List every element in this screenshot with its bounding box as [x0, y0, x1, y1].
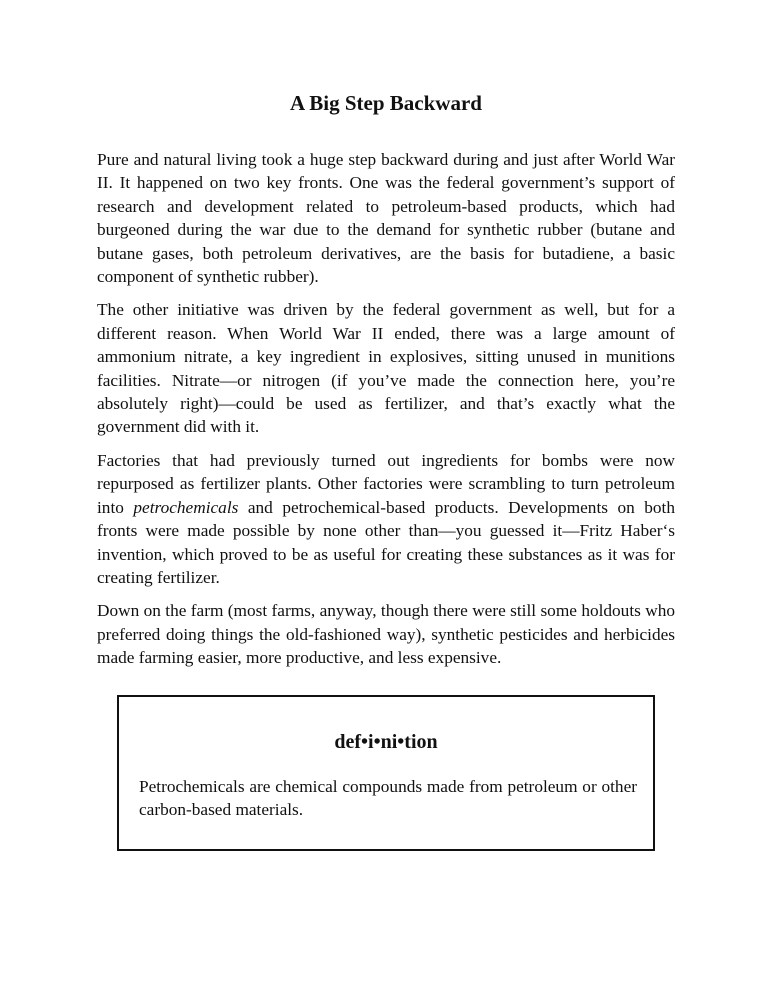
emphasized-term: petrochemicals — [133, 497, 239, 517]
paragraph-3-text-end: and petrochemical-based products. Developments on both fronts were made possible by none other than—you guessed it—Fritz Haber‘s invention, which proved to be as useful for creating these substances as it was for creating fertilizer. — [97, 497, 675, 587]
definition-text: Petrochemicals are chemical compounds made from petroleum or other carbon-based materials. — [139, 777, 637, 820]
body-text — [97, 148, 675, 680]
definition-heading: def•i•ni•tion — [334, 731, 438, 753]
paragraph-1: Pure and natural living took a huge step backward during and just after World War II. It happened on two key fronts. One was the federal government’s support of research and development related to petroleum-based products, which had burgeoned during the war due to the demand for synthetic rubber (butane and butane gases, both petroleum derivatives, are the basis for butadiene, a basic component of synthetic rubber). — [97, 150, 675, 287]
paragraph-3 — [97, 449, 675, 589]
paragraph-3-text-start: Factories that had previously turned out ingredients for bombs were now repurposed as fertilizer plants. Other factories were scrambling to turn petroleum into — [97, 450, 675, 517]
paragraph-2: The other initiative was driven by the federal government as well, but for a different reason. When World War II ended, there was a large amount of ammonium nitrate, a key ingredient in explosives, sitting unused in munitions facilities. Nitrate—or nitrogen (if you’ve made the connection here, you’re absolutely right)—could be used as fertilizer, and that’s exactly what the government did with it. — [97, 300, 675, 437]
page-title: A Big Step Backward — [290, 91, 482, 115]
paragraph-4: Down on the farm (most farms, anyway, though there were still some holdouts who preferred doing things the old-fashioned way), synthetic pesticides and herbicides made farming easier, more productive, and less expensive. — [97, 601, 675, 668]
definition-box — [117, 695, 655, 851]
